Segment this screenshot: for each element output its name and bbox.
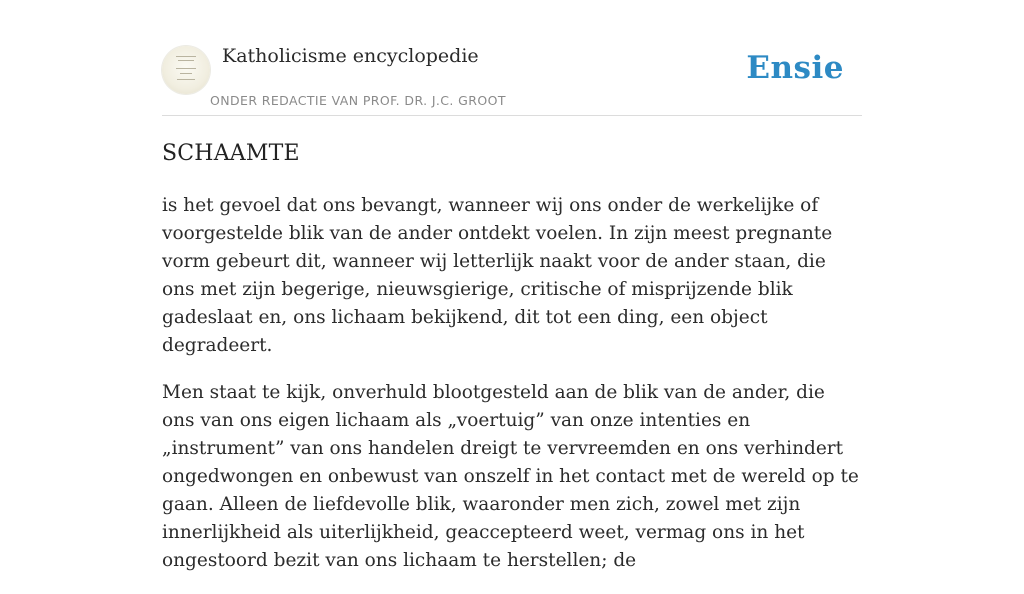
book-subtitle: ONDER REDACTIE VAN PROF. DR. J.C. GROOT (210, 93, 506, 108)
entry-paragraph: is het gevoel dat ons bevangt, wanneer wij ons onder de werkelijke of voorgestelde blik van de ander ontdekt voelen. In zijn meest pregnante vorm gebeurt dit, wanneer wij letterlijk naakt voor de ander staan, die ons met zijn begerige, nieuwsgierige, critische of misprijzende blik gadeslaat en, ons lichaam bekijkend, dit tot een ding, een object degradeert. (162, 195, 833, 356)
entry-body (162, 192, 862, 594)
header (162, 0, 862, 116)
entry-paragraph: Men staat te kijk, onverhuld blootgesteld aan de blik van de ander, die ons van ons eigen lichaam als „voertuig” van onze intenties en „instrument” van ons handelen dreigt te vervreemden en ons verhindert ongedwongen en onbewust van onszelf in het contact met de wereld op te gaan. Alleen de liefdevolle blik, waaronder men zich, zowel met zijn innerlijkheid als uiterlijkheid, geaccepteerd weet, vermag ons in het ongestoord bezit van ons lichaam te herstellen; de (162, 382, 859, 571)
ensie-logo[interactable]: Ensie (746, 50, 844, 86)
page (162, 0, 862, 571)
book-cover-thumbnail[interactable] (162, 46, 210, 94)
book-title[interactable]: Katholicisme encyclopedie (222, 45, 479, 67)
entry-title: SCHAAMTE (162, 141, 300, 166)
